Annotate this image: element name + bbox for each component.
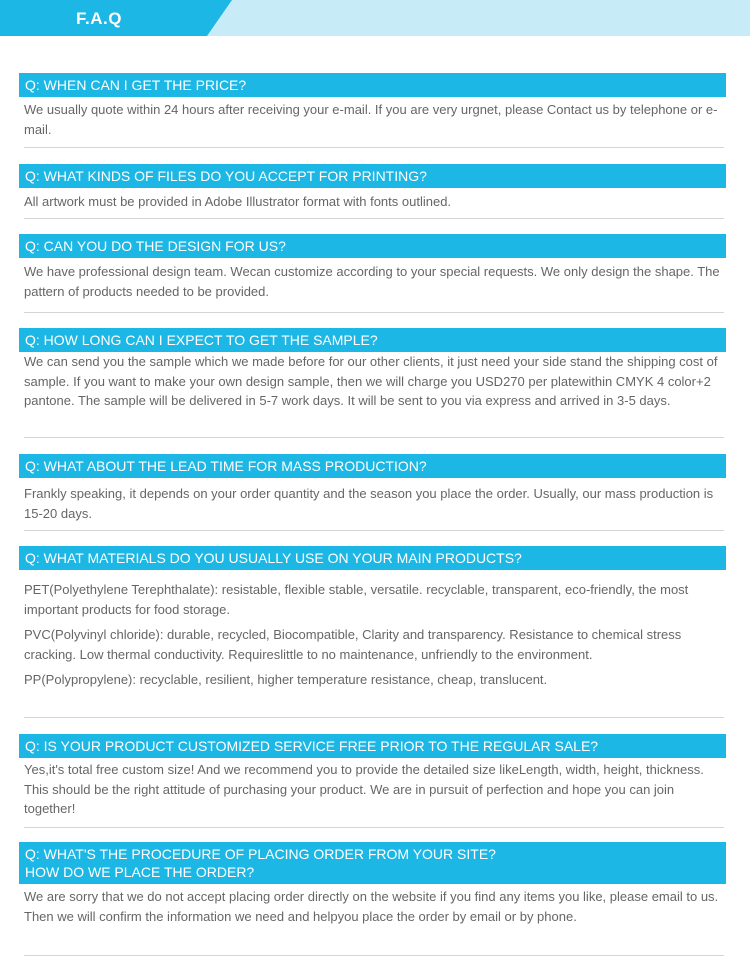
faq-answer-6-pp: PP(Polypropylene): recyclable, resilient, higher temperature resistance, cheap, translucent.: [24, 672, 548, 687]
faq-question-3: Q: CAN YOU DO THE DESIGN FOR US?: [19, 234, 726, 258]
faq-answer-6-pvc: PVC(Polyvinyl chloride): durable, recycled, Biocompatible, Clarity and transparency. Resistance to chemical stress cracking. Low thermal conductivity. Requireslittle to no maintenance, unfriendly to the environment.: [24, 627, 682, 662]
faq-question-8-line-2: HOW DO WE PLACE THE ORDER?: [25, 864, 255, 880]
divider: [24, 147, 724, 148]
faq-question-8: [19, 842, 726, 884]
faq-answer-7: Yes,it's total free custom size! And we recommend you to provide the detailed size likeLength, width, height, thickness. This should be the right attitude of purchasing your product. We are in pursuit of perfection and hope you can join together!: [24, 762, 704, 816]
divider: [24, 312, 724, 313]
divider: [24, 955, 724, 956]
divider: [24, 827, 724, 828]
divider: [24, 530, 724, 531]
divider: [24, 717, 724, 718]
faq-answer-8: We are sorry that we do not accept placing order directly on the website if you find any items you like, please email to us. Then we will confirm the information we need and helpyou place the order by email or by phone.: [24, 889, 719, 924]
page-title: F.A.Q: [76, 9, 122, 28]
divider: [24, 218, 724, 219]
faq-answer-6-pet: PET(Polyethylene Terephthalate): resistable, flexible stable, versatile. recyclable, transparent, eco-friendly, the most important products for food storage.: [24, 582, 689, 617]
faq-question-8-line-1: Q: WHAT'S THE PROCEDURE OF PLACING ORDER FROM YOUR SITE?: [25, 846, 496, 862]
faq-answer-5: Frankly speaking, it depends on your order quantity and the season you place the order. Usually, our mass production is 15-20 days.: [24, 486, 714, 521]
faq-answer-3: We have professional design team. Wecan customize according to your special requests. We only design the shape. The pattern of products needed to be provided.: [24, 264, 720, 299]
faq-question-2: Q: WHAT KINDS OF FILES DO YOU ACCEPT FOR PRINTING?: [19, 164, 726, 188]
faq-question-7: Q: IS YOUR PRODUCT CUSTOMIZED SERVICE FREE PRIOR TO THE REGULAR SALE?: [19, 734, 726, 758]
faq-answer-1: We usually quote within 24 hours after receiving your e-mail. If you are very urgnet, please Contact us by telephone or e-mail.: [24, 102, 718, 137]
faq-question-5: Q: WHAT ABOUT THE LEAD TIME FOR MASS PRODUCTION?: [19, 454, 726, 478]
divider: [24, 437, 724, 438]
faq-title-tab: [0, 0, 232, 36]
faq-question-4: Q: HOW LONG CAN I EXPECT TO GET THE SAMPLE?: [19, 328, 726, 352]
faq-question-1: Q: WHEN CAN I GET THE PRICE?: [19, 73, 726, 97]
faq-answer-2: All artwork must be provided in Adobe Illustrator format with fonts outlined.: [24, 194, 452, 209]
faq-answer-4: We can send you the sample which we made before for our other clients, it just need your side stand the shipping cost of sample. If you want to make your own design sample, then we will charge you USD270 per platewithin CMYK 4 color+2 pantone. The sample will be delivered in 5-7 work days. It will be sent to you via express and arrived in 3-5 days.: [24, 354, 718, 408]
faq-question-6: Q: WHAT MATERIALS DO YOU USUALLY USE ON YOUR MAIN PRODUCTS?: [19, 546, 726, 570]
